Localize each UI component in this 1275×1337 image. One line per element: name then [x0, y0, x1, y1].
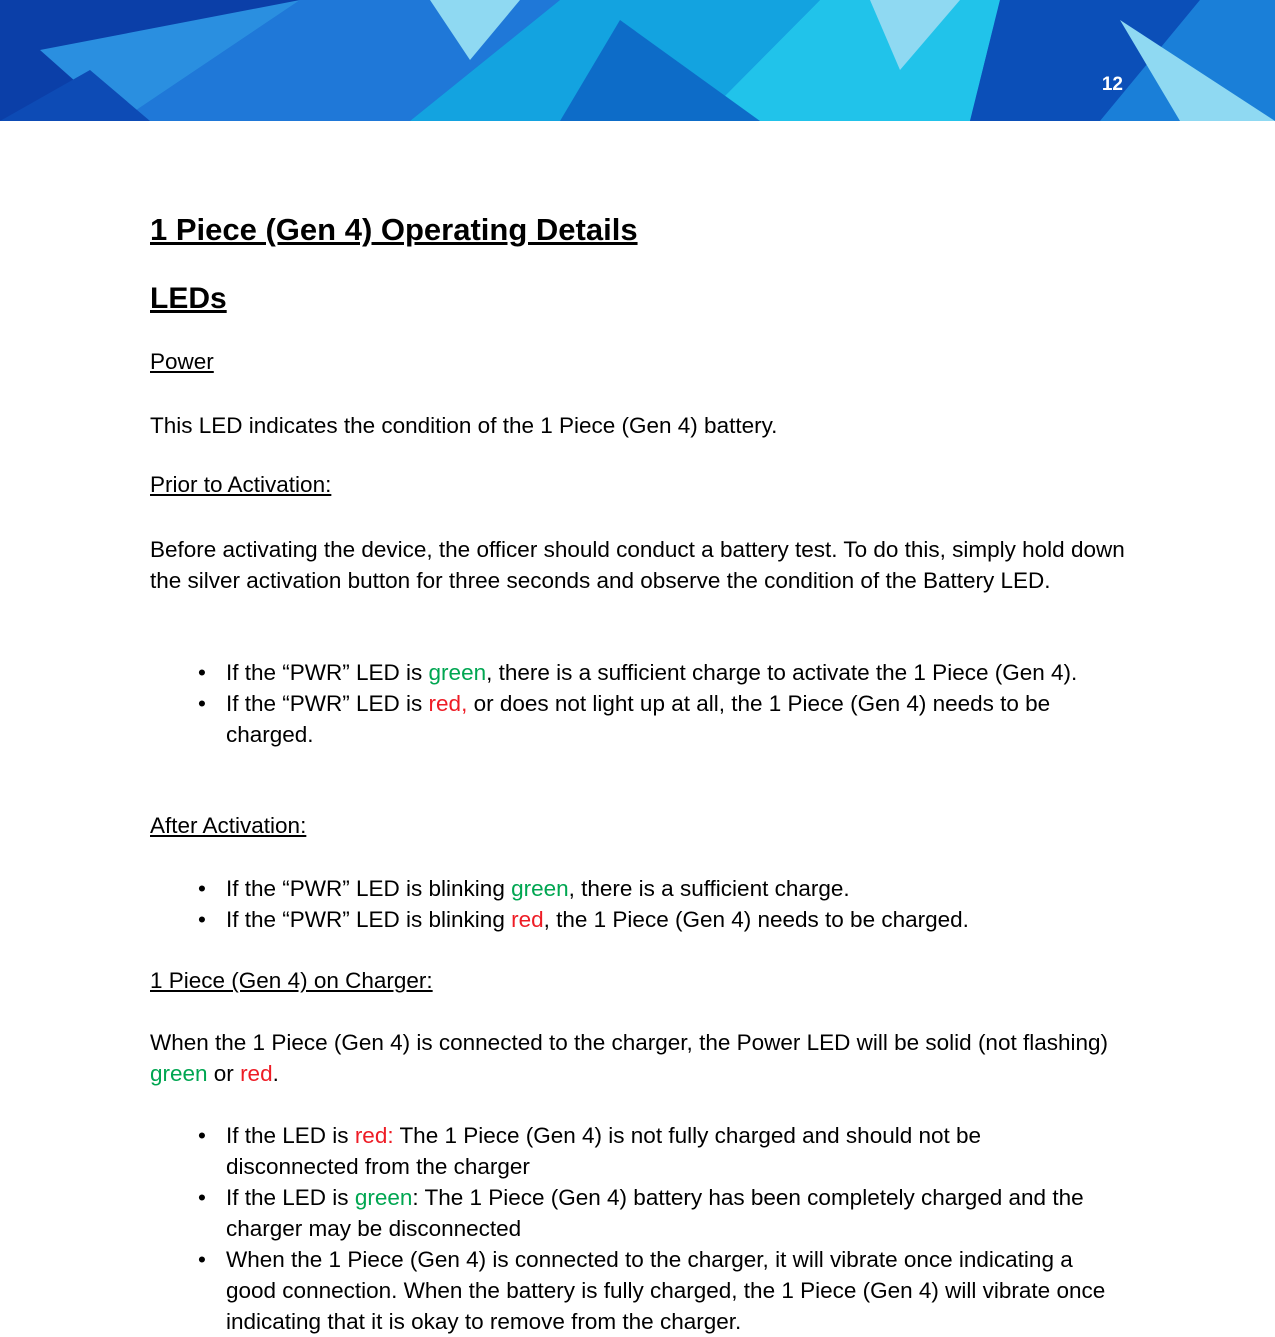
charger-paragraph: When the 1 Piece (Gen 4) is connected to the charger, the Power LED will be solid (not flashing) green or red. — [150, 1030, 1109, 1086]
bullet-icon: • — [198, 691, 206, 716]
bullet-icon: • — [198, 660, 206, 685]
banner-graphic — [0, 0, 1275, 121]
status-red: red, — [428, 691, 468, 716]
list-item: • If the “PWR” LED is blinking red, the 1 Piece (Gen 4) needs to be charged. — [150, 904, 1116, 935]
section-heading-leds: LEDs — [150, 282, 227, 315]
list-item: • When the 1 Piece (Gen 4) is connected to the charger, it will vibrate once indicating a good connection. When the battery is fully charged, the 1 Piece (Gen 4) will vibrate once indicating that it is okay to remove from the charger. — [150, 1244, 1116, 1337]
status-red: red: — [354, 1123, 394, 1148]
prior-activation-list — [150, 657, 1116, 750]
list-item: • If the “PWR” LED is blinking green, there is a sufficient charge. — [150, 873, 1116, 904]
subheading-after-activation: After Activation: — [150, 813, 307, 838]
subheading-power: Power — [150, 349, 214, 374]
header-banner — [0, 0, 1275, 121]
bullet-icon: • — [198, 1123, 206, 1148]
after-activation-list — [150, 873, 1116, 935]
page-title: 1 Piece (Gen 4) Operating Details — [150, 212, 638, 247]
list-item: • If the “PWR” LED is red, or does not light up at all, the 1 Piece (Gen 4) needs to be charged. — [150, 688, 1116, 750]
bullet-icon: • — [198, 907, 206, 932]
status-green: green — [511, 876, 569, 901]
bullet-icon: • — [198, 1247, 206, 1272]
prior-activation-paragraph: Before activating the device, the officer should conduct a battery test. To do this, simply hold down the silver activation button for three seconds and observe the condition of the Battery LED. — [150, 537, 1125, 593]
list-item: • If the LED is red: The 1 Piece (Gen 4) is not fully charged and should not be disconnected from the charger — [150, 1120, 1116, 1182]
list-item: • If the “PWR” LED is green, there is a sufficient charge to activate the 1 Piece (Gen 4). — [150, 657, 1116, 688]
status-green: green — [354, 1185, 413, 1210]
power-intro: This LED indicates the condition of the 1 Piece (Gen 4) battery. — [150, 413, 778, 438]
bullet-icon: • — [198, 876, 206, 901]
status-green: green — [150, 1061, 208, 1086]
bullet-icon: • — [198, 1185, 206, 1210]
status-red: red — [511, 907, 544, 932]
status-red: red — [240, 1061, 273, 1086]
subheading-on-charger: 1 Piece (Gen 4) on Charger: — [150, 968, 433, 993]
list-item: • If the LED is green: The 1 Piece (Gen 4) battery has been completely charged and the charger may be disconnected — [150, 1182, 1116, 1244]
page-number: 12 — [1101, 74, 1123, 95]
subheading-prior-activation: Prior to Activation: — [150, 472, 332, 497]
status-green: green — [428, 660, 487, 685]
charger-list — [150, 1120, 1116, 1337]
